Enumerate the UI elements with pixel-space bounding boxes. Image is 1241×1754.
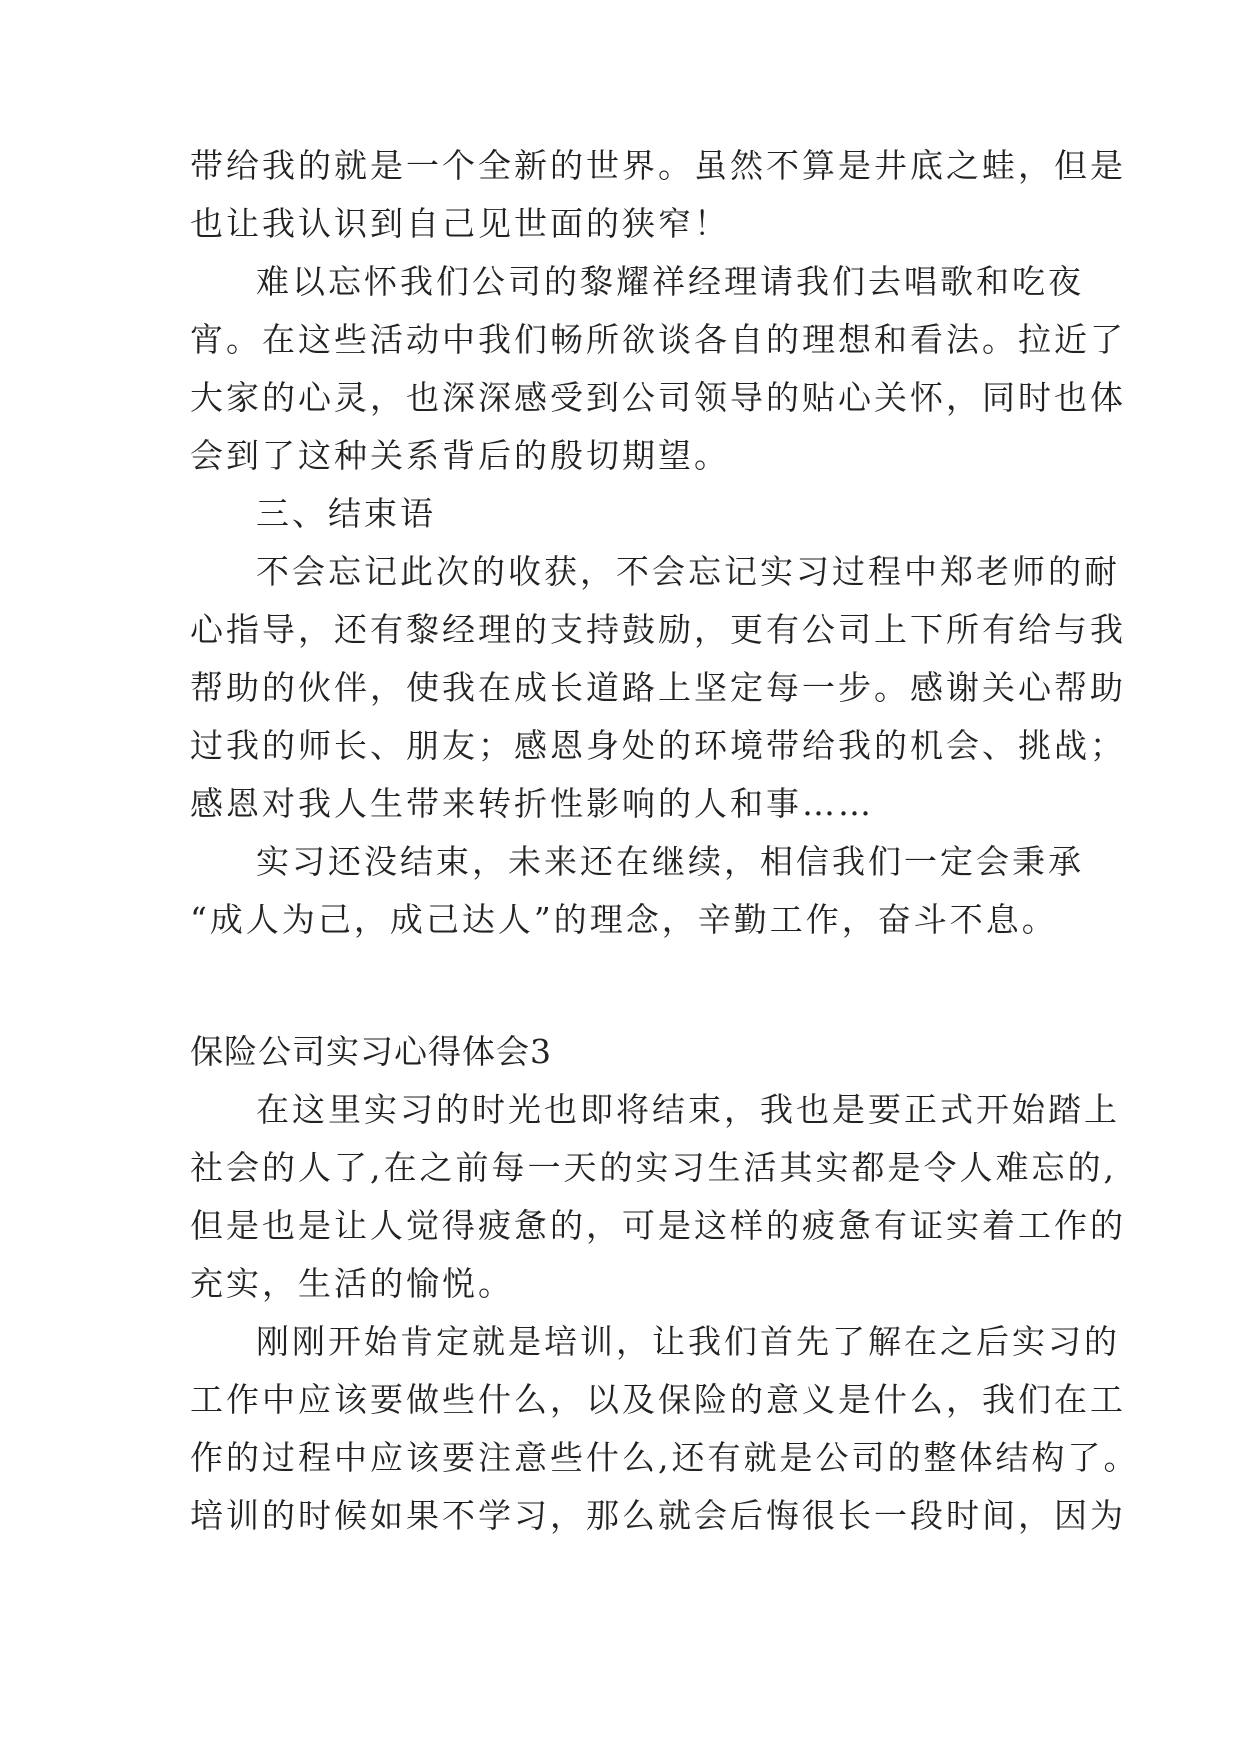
paragraph-line: 心指导，还有黎经理的支持鼓励，更有公司上下所有给与我	[190, 610, 1126, 649]
paragraph-line: 宵。在这些活动中我们畅所欲谈各自的理想和看法。拉近了	[190, 320, 1126, 359]
paragraph-line: 充实，生活的愉悦。	[190, 1264, 514, 1303]
paragraph-line: 会到了这种关系背后的殷切期望。	[190, 436, 730, 475]
paragraph-line: 社会的人了,在之前每一天的实习生活其实都是令人难忘的,	[190, 1148, 1117, 1187]
paragraph-line: 但是也是让人觉得疲惫的，可是这样的疲惫有证实着工作的	[190, 1206, 1126, 1245]
paragraph-line: “成人为己，成己达人”的理念，辛勤工作，奋斗不息。	[190, 900, 1058, 939]
paragraph-line: 大家的心灵，也深深感受到公司领导的贴心关怀，同时也体	[190, 378, 1126, 417]
paragraph-line: 作的过程中应该要注意些什么,还有就是公司的整体结构了。	[190, 1438, 1140, 1477]
paragraph-line: 帮助的伙伴，使我在成长道路上坚定每一步。感谢关心帮助	[190, 668, 1126, 707]
paragraph-line: 不会忘记此次的收获，不会忘记实习过程中郑老师的耐	[256, 552, 1120, 591]
paragraph-line: 带给我的就是一个全新的世界。虽然不算是井底之蛙，但是	[190, 146, 1126, 185]
paragraph-line: 也让我认识到自己见世面的狭窄！	[190, 204, 730, 243]
paragraph-line: 难以忘怀我们公司的黎耀祥经理请我们去唱歌和吃夜	[256, 262, 1084, 301]
section-title: 保险公司实习心得体会3	[190, 1032, 552, 1071]
paragraph-line: 培训的时候如果不学习，那么就会后悔很长一段时间，因为	[190, 1496, 1126, 1535]
paragraph-line: 工作中应该要做些什么，以及保险的意义是什么，我们在工	[190, 1380, 1126, 1419]
paragraph-line: 刚刚开始肯定就是培训，让我们首先了解在之后实习的	[256, 1322, 1120, 1361]
paragraph-line: 在这里实习的时光也即将结束，我也是要正式开始踏上	[256, 1090, 1120, 1129]
section-heading: 三、结束语	[256, 494, 436, 533]
paragraph-line: 实习还没结束，未来还在继续，相信我们一定会秉承	[256, 842, 1084, 881]
paragraph-line: 过我的师长、朋友；感恩身处的环境带给我的机会、挑战；	[190, 726, 1126, 765]
paragraph-line: 感恩对我人生带来转折性影响的人和事……	[190, 784, 874, 823]
